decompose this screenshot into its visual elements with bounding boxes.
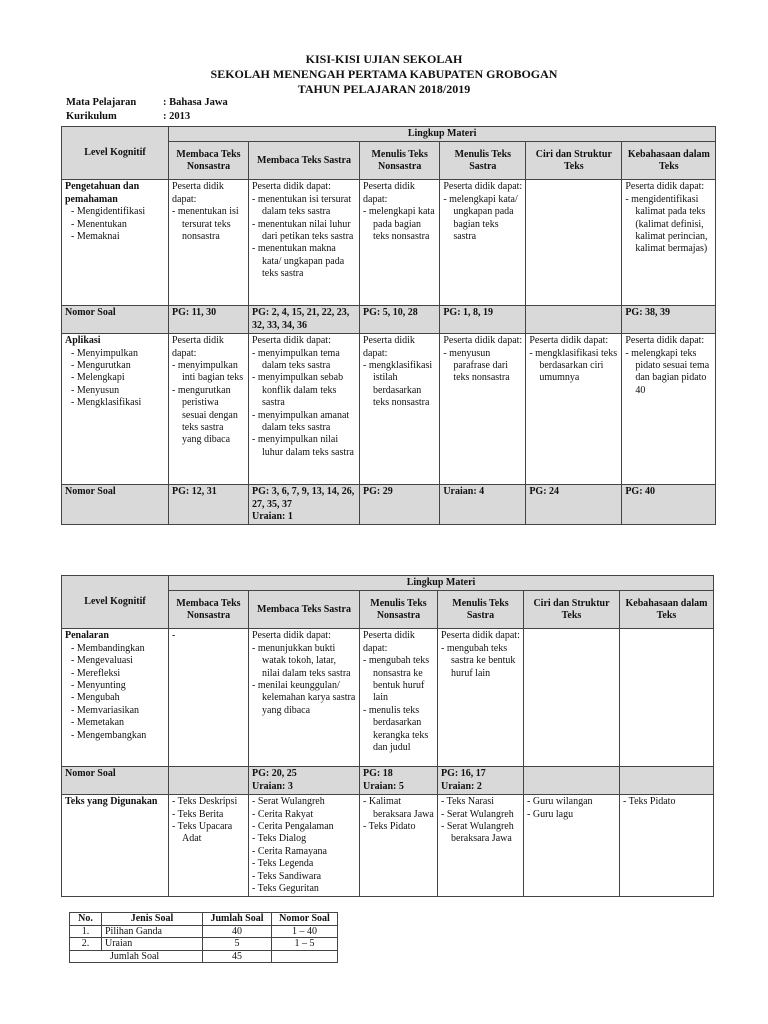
row-nomor-soal [62,485,716,525]
content-cell [249,180,360,306]
level-cell [62,795,169,897]
document-header [0,52,768,97]
lingkup-materi-header: Lingkup Materi [169,576,714,591]
nomor-cell: PG: 29 [360,485,440,525]
summary-total-label: Jumlah Soal [70,950,203,963]
summary-header-no: No. [70,913,102,926]
level-item: - Mengubah [71,692,165,704]
document-meta [66,96,228,124]
row-nomor-soal [62,767,714,795]
content-cell [526,334,622,485]
summary-header-jenis: Jenis Soal [102,913,203,926]
nomor-label: Nomor Soal [62,767,169,795]
nomor-cell: PG: 38, 39 [622,306,716,334]
content-cell [524,795,620,897]
teks-item: - Teks Legenda [252,858,356,870]
content-cell [169,795,249,897]
nomor-cell: PG: 11, 30 [169,306,249,334]
nomor-label: Nomor Soal [62,485,169,525]
nomor-uraian: Uraian: 2 [441,780,482,792]
cell-item: - menentukan isi tersurat dalam teks sastra [252,194,356,219]
row-pengetahuan [62,180,716,306]
content-cell [622,180,716,306]
lingkup-materi-header: Lingkup Materi [169,127,716,142]
summary-row [70,938,338,951]
teks-item: - Teks Deskripsi [172,796,245,808]
content-cell: - [169,629,249,767]
nomor-pg: PG: 16, 17 [441,768,486,780]
level-item: - Memetakan [71,717,165,729]
content-cell-empty [524,629,620,767]
content-cell [360,180,440,306]
nomor-cell: PG: 12, 31 [169,485,249,525]
cell-item: - mengklasifikasi teks berdasarkan ciri umumnya [529,348,618,385]
cell-item: - menyimpulkan tema dalam teks sastra [252,348,356,373]
content-cell [440,334,526,485]
col-header-kebahasaan: Kebahasaan dalam Teks [622,142,716,180]
teks-item: - Teks Sandiwara [252,871,356,883]
nomor-uraian: Uraian: 3 [252,780,293,792]
level-item: - Menyunting [71,680,165,692]
cell-item: - mengubah teks sastra ke bentuk huruf lain [441,643,520,680]
teks-item: - Teks Berita [172,809,245,821]
nomor-pg: PG: 20, 25 [252,768,297,780]
kisi-table-2 [61,575,714,897]
nomor-cell: PG: 24 [526,485,622,525]
teks-item: - Teks Narasi [441,796,520,808]
level-item: - Mengklasifikasi [71,397,165,409]
nomor-cell [438,767,524,795]
nomor-cell [249,485,360,525]
nomor-cell: Uraian: 4 [440,485,526,525]
col-header-menulis-sastra: Menulis Teks Sastra [440,142,526,180]
cell-intro: Peserta didik dapat: [363,181,415,205]
content-cell [169,180,249,306]
level-item: - Mengidentifikasi [71,206,165,218]
cell-item: - menentukan makna kata/ ungkapan pada teks sastra [252,243,356,280]
level-title: Pengetahuan dan pemahaman [65,181,140,205]
teks-item: - Serat Wulangreh [441,809,520,821]
level-item: - Memvariasikan [71,705,165,717]
cell-intro: Peserta didik dapat: [625,335,705,347]
content-cell [620,795,714,897]
summary-header-nomor: Nomor Soal [272,913,338,926]
level-item: - Membandingkan [71,643,165,655]
content-cell [360,795,438,897]
mapel-value: : Bahasa Jawa [163,97,228,108]
teks-item: - Teks Pidato [363,821,434,833]
nomor-cell [249,767,360,795]
kurikulum-value: : 2013 [163,111,191,122]
level-cell [62,629,169,767]
level-cell [62,334,169,485]
level-kognitif-header: Level Kognitif [62,127,169,180]
cell-item: - mengklasifikasi istilah berdasarkan teks nonsastra [363,360,436,410]
teks-item: - Teks Upacara Adat [172,821,245,846]
content-cell [622,334,716,485]
cell-item: - menyimpulkan sebab konflik dalam teks sastra [252,372,356,409]
content-cell-empty [620,629,714,767]
cell-item: - menentukan nilai luhur dari petikan teks sastra [252,219,356,244]
cell-item: - menyimpulkan nilai luhur dalam teks sastra [252,434,356,459]
summary-total-value: 45 [203,950,272,963]
kisi-table-1 [61,126,716,525]
cell-intro: Peserta didik dapat: [443,181,523,193]
cell-item: - menentukan isi tersurat teks nonsastra [172,206,245,243]
level-item: - Mengevaluasi [71,655,165,667]
summary-no: 2. [70,938,102,951]
cell-item: - menyusun parafrase dari teks nonsastra [443,348,522,385]
col-header-membaca-sastra: Membaca Teks Sastra [249,591,360,629]
nomor-pg: PG: 3, 6, 7, 9, 13, 14, 26, 27, 35, 37 [252,486,355,510]
summary-total-row [70,950,338,963]
nomor-uraian: Uraian: 5 [363,780,404,792]
nomor-cell: PG: 1, 8, 19 [440,306,526,334]
summary-header-jumlah: Jumlah Soal [203,913,272,926]
cell-item: - melengkapi kata/ ungkapan pada bagian teks sastra [443,194,522,244]
summary-row [70,925,338,938]
content-cell [438,629,524,767]
content-cell [360,334,440,485]
teks-item: - Kalimat beraksara Jawa [363,796,434,821]
nomor-cell [526,306,622,334]
summary-jumlah: 40 [203,925,272,938]
nomor-cell: PG: 40 [622,485,716,525]
teks-item: - Teks Dialog [252,833,356,845]
teks-item: - Cerita Pengalaman [252,821,356,833]
teks-item: - Teks Pidato [623,796,710,808]
level-items [65,206,165,243]
content-cell [249,334,360,485]
teks-item: - Serat Wulangreh [252,796,356,808]
cell-intro: Peserta didik dapat: [443,335,523,347]
teks-item: - Teks Geguritan [252,883,356,895]
cell-item: - menulis teks berdasarkan kerangka teks dan judul [363,705,434,755]
cell-item: - mengubah teks nonsastra ke bentuk huruf lain [363,655,434,705]
level-item: - Memaknai [71,231,165,243]
level-item: - Menyusun [71,385,165,397]
row-nomor-soal [62,306,716,334]
level-item: - Melengkapi [71,372,165,384]
cell-item: - menunjukkan bukti watak tokoh, latar, nilai dalam teks sastra [252,643,356,680]
nomor-label: Nomor Soal [62,306,169,334]
col-header-menulis-sastra: Menulis Teks Sastra [438,591,524,629]
col-header-ciri-struktur: Ciri dan Struktur Teks [526,142,622,180]
teks-item: - Cerita Ramayana [252,846,356,858]
row-penalaran [62,629,714,767]
col-header-kebahasaan: Kebahasaan dalam Teks [620,591,714,629]
level-items [65,348,165,410]
summary-nomor: 1 – 40 [272,925,338,938]
teks-item: - Guru wilangan [527,796,616,808]
kurikulum-label: Kurikulum [66,111,117,122]
content-cell [249,795,360,897]
col-header-membaca-nonsastra: Membaca Teks Nonsastra [169,142,249,180]
cell-intro: Peserta didik dapat: [363,335,415,359]
col-header-membaca-nonsastra: Membaca Teks Nonsastra [169,591,249,629]
cell-intro: Peserta didik dapat: [252,181,331,193]
cell-intro: Peserta didik dapat: [363,630,415,654]
col-header-membaca-sastra: Membaca Teks Sastra [249,142,360,180]
summary-table [69,912,338,963]
nomor-cell [620,767,714,795]
content-cell [440,180,526,306]
teks-item: - Guru lagu [527,809,616,821]
level-title: Penalaran [65,630,109,642]
row-aplikasi [62,334,716,485]
level-item: - Menyimpulkan [71,348,165,360]
content-cell [249,629,360,767]
nomor-uraian: Uraian: 1 [252,511,293,523]
cell-item: - mengidentifikasi kalimat pada teks (kalimat definisi, kalimat perincian, kalimat bermajas) [625,194,712,256]
summary-no: 1. [70,925,102,938]
cell-item: - melengkapi teks pidato sesuai tema dan bagian pidato 40 [625,348,712,398]
cell-intro: Peserta didik dapat: [252,335,331,347]
cell-intro: Peserta didik dapat: [441,630,520,642]
cell-item: - menyimpulkan inti bagian teks [172,360,245,385]
summary-nomor: 1 – 5 [272,938,338,951]
level-title: Teks yang Digunakan [65,796,158,808]
header-school: SEKOLAH MENENGAH PERTAMA KABUPATEN GROBOGAN [210,67,558,81]
level-item: - Menentukan [71,219,165,231]
content-cell-empty [526,180,622,306]
row-teks-digunakan [62,795,714,897]
nomor-cell [524,767,620,795]
content-cell [169,334,249,485]
level-item: - Merefleksi [71,668,165,680]
cell-item: - menilai keunggulan/ kelemahan karya sastra yang dibaca [252,680,356,717]
level-item: - Mengembangkan [71,730,165,742]
cell-intro: Peserta didik dapat: [172,335,224,359]
cell-intro: Peserta didik dapat: [252,630,331,642]
summary-total-empty [272,950,338,963]
teks-item: - Serat Wulangreh beraksara Jawa [441,821,520,846]
cell-item: - mengurutkan peristiwa sesuai dengan teks sastra yang dibaca [172,385,245,447]
teks-item: - Cerita Rakyat [252,809,356,821]
cell-item: - melengkapi kata pada bagian teks nonsastra [363,206,436,243]
cell-item: - menyimpulkan amanat dalam teks sastra [252,410,356,435]
cell-intro: Peserta didik dapat: [625,181,705,193]
level-kognitif-header: Level Kognitif [62,576,169,629]
nomor-pg: PG: 18 [363,768,393,780]
nomor-cell: PG: 5, 10, 28 [360,306,440,334]
content-cell [360,629,438,767]
summary-jumlah: 5 [203,938,272,951]
summary-jenis: Pilihan Ganda [102,925,203,938]
level-cell [62,180,169,306]
nomor-cell: PG: 2, 4, 15, 21, 22, 23, 32, 33, 34, 36 [249,306,360,334]
level-item: - Mengurutkan [71,360,165,372]
level-title: Aplikasi [65,335,101,347]
level-items [65,643,165,742]
summary-jenis: Uraian [102,938,203,951]
cell-intro: Peserta didik dapat: [529,335,609,347]
content-cell [438,795,524,897]
header-title: KISI-KISI UJIAN SEKOLAH [305,52,463,66]
nomor-cell [360,767,438,795]
col-header-menulis-nonsastra: Menulis Teks Nonsastra [360,591,438,629]
nomor-cell [169,767,249,795]
col-header-menulis-nonsastra: Menulis Teks Nonsastra [360,142,440,180]
cell-intro: Peserta didik dapat: [172,181,224,205]
mapel-label: Mata Pelajaran [66,97,137,108]
header-year: TAHUN PELAJARAN 2018/2019 [297,82,471,96]
col-header-ciri-struktur: Ciri dan Struktur Teks [524,591,620,629]
